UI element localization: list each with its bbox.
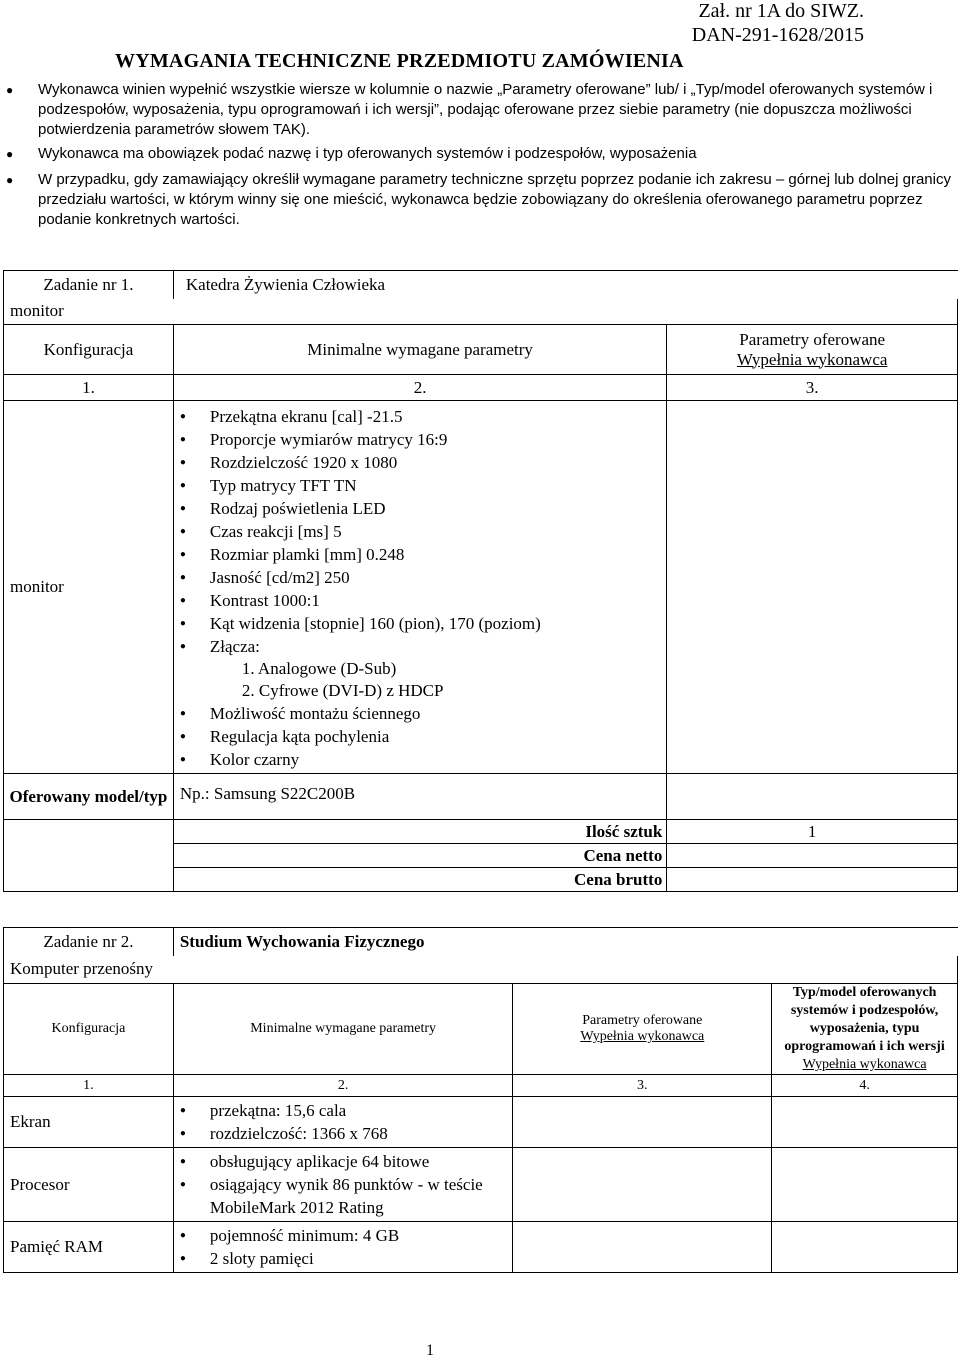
task2-row-label: Procesor [4, 1148, 174, 1222]
task2-department: Studium Wychowania Fizycznego [173, 928, 957, 956]
task1-col-min: Minimalne wymagane parametry [173, 325, 666, 375]
param-item: ● przekątna: 15,6 cala [174, 1099, 513, 1122]
task1-params-cell [173, 401, 666, 774]
task1-model-value: Np.: Samsung S22C200B [173, 774, 666, 820]
task2-label: Zadanie nr 2. [4, 928, 174, 956]
task1-row-label: monitor [4, 401, 174, 774]
task1-num-2: 2. [173, 375, 666, 401]
task2-col-type-label: Typ/model oferowanych systemów i podzespołów, wyposażenia, typu oprogramowań i ich wersji [784, 985, 945, 1054]
task1-label: Zadanie nr 1. [4, 271, 174, 299]
param-item: ● Regulacja kąta pochylenia [174, 725, 666, 748]
attachment-label: Zał. nr 1A do SIWZ. [698, 0, 864, 22]
param-item: ● Rozmiar plamki [mm] 0.248 [174, 543, 666, 566]
param-item: ● rozdzielczość: 1366 x 768 [174, 1122, 513, 1145]
param-item: ● Rozdzielczość 1920 x 1080 [174, 451, 666, 474]
qty-label: Ilość sztuk [173, 820, 666, 844]
param-item: ● Czas reakcji [ms] 5 [174, 520, 666, 543]
task1-item: monitor [4, 299, 958, 325]
param-item: ● obsługujący aplikacje 64 bitowe [174, 1150, 513, 1173]
param-item: ● Złącza: [174, 635, 666, 658]
spacer [4, 820, 174, 844]
task2-col-config: Konfiguracja [4, 984, 174, 1075]
net-price-label: Cena netto [173, 844, 666, 868]
net-price-cell[interactable] [667, 844, 958, 868]
task2-row-params [173, 1222, 513, 1273]
param-item: ● Rodzaj poświetlenia LED [174, 497, 666, 520]
task2-col-offered-note: Wypełnia wykonawca [580, 1029, 705, 1044]
intro-item: ● Wykonawca ma obowiązek podać nazwę i typ oferowanych systemów i podzespołów, wyposażenia [6, 144, 956, 164]
param-item: ● Jasność [cd/m2] 250 [174, 566, 666, 589]
task1-department: Katedra Żywienia Człowieka [173, 271, 957, 299]
param-item: ● osiągający wynik 86 punktów - w teście MobileMark 2012 Rating [174, 1173, 513, 1219]
param-item: ● Kolor czarny [174, 748, 666, 771]
task2-col-type [772, 984, 958, 1075]
page-number: 1 [426, 1342, 434, 1359]
task2-row-type[interactable] [772, 1097, 958, 1148]
task1-table [3, 270, 958, 892]
task1-model-label: Oferowany model/typ [4, 774, 174, 820]
task2-num-2: 2. [173, 1075, 513, 1097]
page-title: WYMAGANIA TECHNICZNE PRZEDMIOTU ZAMÓWIENIA [115, 50, 684, 72]
task2-col-offered [513, 984, 772, 1075]
param-item: ● 2 sloty pamięci [174, 1247, 513, 1270]
intro-item: ● W przypadku, gdy zamawiający określił wymagane parametry techniczne sprzętu poprzez podanie ich zakresu – górnej lub dolnej granicy przedziału wartości, w którym winny się one mieścić, wykonawca będzie zobowiązany do określenia oferowanego parametru poprzez podanie konkretnych wartości. [6, 170, 956, 230]
param-item: ● Proporcje wymiarów matrycy 16:9 [174, 428, 666, 451]
task1-col-offered-note: Wypełnia wykonawca [736, 349, 888, 369]
case-number: DAN-291-1628/2015 [691, 24, 864, 46]
qty-value: 1 [667, 820, 958, 844]
task1-col-config: Konfiguracja [4, 325, 174, 375]
param-item: ● Kontrast 1000:1 [174, 589, 666, 612]
task2-item: Komputer przenośny [4, 956, 958, 984]
intro-item: ● Wykonawca winien wypełnić wszystkie wiersze w kolumnie o nazwie „Parametry oferowane” lub/ i „Typ/model oferowanych systemów i podzespołów, wyposażenia, typu oprogramowań i ich wersji”, podając oferowane przez siebie parametry (nie dopuszcza możliwości potwierdzenia parametrów słowem TAK). [6, 80, 956, 140]
task2-row-offered[interactable] [513, 1222, 772, 1273]
spacer [4, 844, 174, 868]
param-item: ● Typ matrycy TFT TN [174, 474, 666, 497]
gross-price-cell[interactable] [667, 868, 958, 892]
connector-item: 2. Cyfrowe (DVI-D) z HDCP [241, 681, 444, 700]
task2-row-params [173, 1148, 513, 1222]
param-item: ● Przekątna ekranu [cal] -21.5 [174, 405, 666, 428]
task2-row-type[interactable] [772, 1222, 958, 1273]
task1-num-3: 3. [667, 375, 958, 401]
task2-row-params [173, 1097, 513, 1148]
task1-num-1: 1. [4, 375, 174, 401]
connector-item: 1. Analogowe (D-Sub) [241, 659, 397, 678]
task2-row-type[interactable] [772, 1148, 958, 1222]
task2-table [3, 927, 958, 1273]
task1-model-offered-cell[interactable] [667, 774, 958, 820]
task2-num-3: 3. [513, 1075, 772, 1097]
task2-row-offered[interactable] [513, 1097, 772, 1148]
intro-section [6, 80, 956, 234]
task2-row-label: Ekran [4, 1097, 174, 1148]
task1-offered-cell[interactable] [667, 401, 958, 774]
task2-num-1: 1. [4, 1075, 174, 1097]
task2-col-offered-label: Parametry oferowane [582, 1013, 703, 1028]
gross-price-label: Cena brutto [173, 868, 666, 892]
task1-col-offered [667, 325, 958, 375]
task2-num-4: 4. [772, 1075, 958, 1097]
param-item: ● Kąt widzenia [stopnie] 160 (pion), 170 (poziom) [174, 612, 666, 635]
task2-row-offered[interactable] [513, 1148, 772, 1222]
param-item: ● pojemność minimum: 4 GB [174, 1224, 513, 1247]
task1-col-offered-label: Parametry oferowane [739, 329, 886, 349]
param-item: ● Możliwość montażu ściennego [174, 702, 666, 725]
task2-col-min: Minimalne wymagane parametry [173, 984, 513, 1075]
task2-row-label: Pamięć RAM [4, 1222, 174, 1273]
task2-col-type-note: Wypełnia wykonawca [802, 1057, 927, 1072]
spacer [4, 868, 174, 892]
